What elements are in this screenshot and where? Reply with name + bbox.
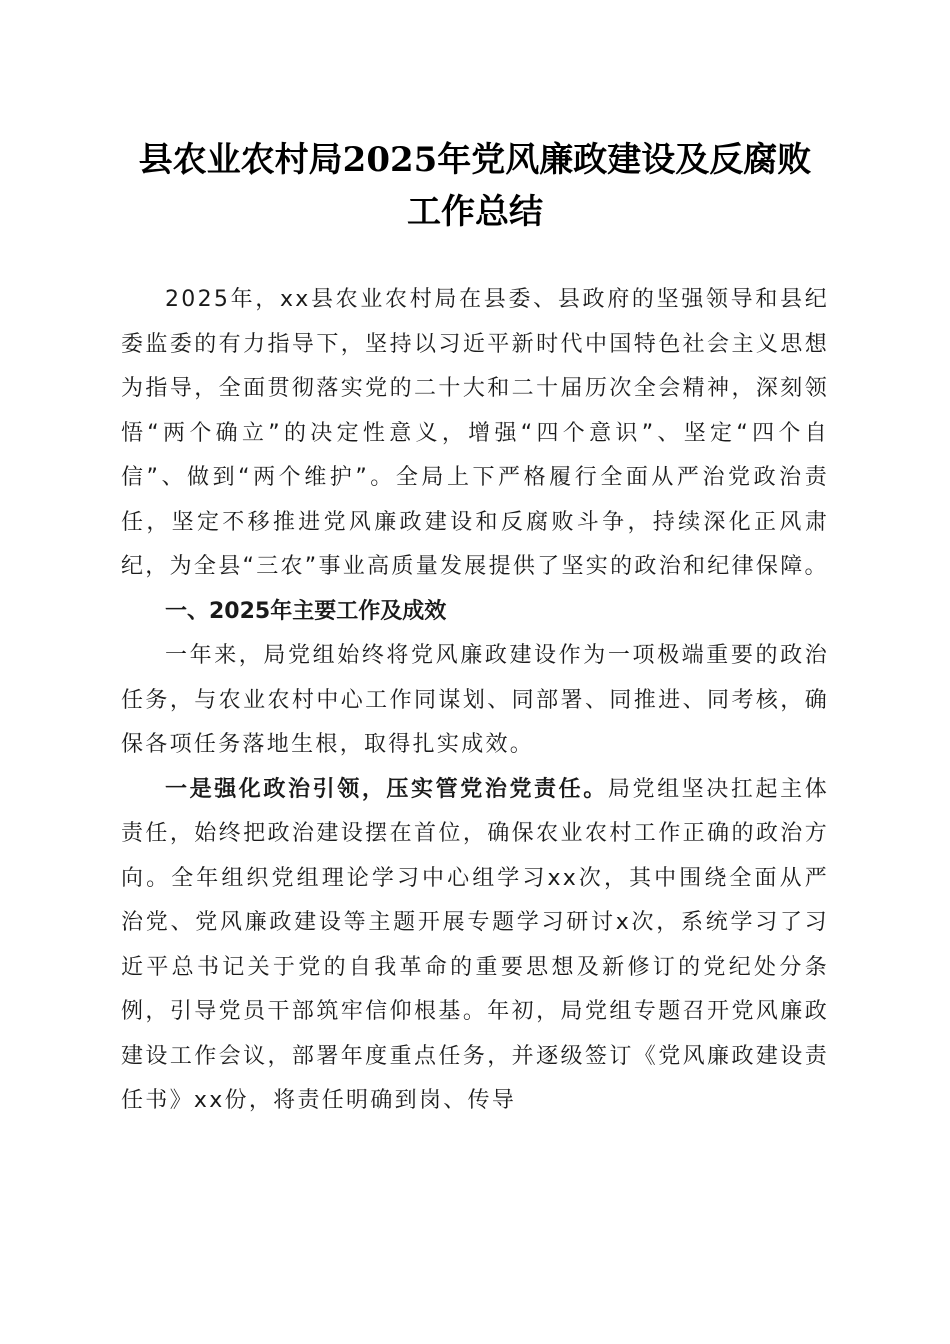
document-body bbox=[121, 278, 829, 1124]
point-1-lead: 一是强化政治引领，压实管党治党责任。 bbox=[165, 776, 608, 802]
point-1-paragraph bbox=[121, 768, 829, 1124]
title-line-2: 工作总结 bbox=[407, 192, 543, 232]
intro-paragraph: 2025年，xx县农业农村局在县委、县政府的坚强领导和县纪委监委的有力指导下，坚持以习近平新时代中国特色社会主义思想为指导，全面贯彻落实党的二十大和二十届历次全会精神，深刻领悟“两个确立”的决定性意义，增强“四个意识”、坚定“四个自信”、做到“两个维护”。全局上下严格履行全面从严治党政治责任，坚定不移推进党风廉政建设和反腐败斗争，持续深化正风肃纪，为全县“三农”事业高质量发展提供了坚实的政治和纪律保障。 bbox=[121, 287, 829, 579]
section-heading-1: 一、2025年主要工作及成效 bbox=[165, 598, 447, 624]
title-line-1: 县农业农村局2025年党风廉政建设及反腐败 bbox=[138, 140, 812, 180]
point-1-body: 局党组坚决扛起主体责任，始终把政治建设摆在首位，确保农业农村工作正确的政治方向。全年组织党组理论学习中心组学习xx次，其中围绕全面从严治党、党风廉政建设等主题开展专题学习研讨x次，系统学习了习近平总书记关于党的自我革命的重要思想及新修订的党纪处分条例，引导党员干部筑牢信仰根基。年初，局党组专题召开党风廉政建设工作会议，部署年度重点任务，并逐级签订《党风廉政建设责任书》xx份，将责任明确到岗、传导 bbox=[121, 776, 830, 1113]
section-1-intro-paragraph: 一年来，局党组始终将党风廉政建设作为一项极端重要的政治任务，与农业农村中心工作同谋划、同部署、同推进、同考核，确保各项任务落地生根，取得扎实成效。 bbox=[121, 643, 829, 757]
document-title bbox=[100, 134, 850, 238]
